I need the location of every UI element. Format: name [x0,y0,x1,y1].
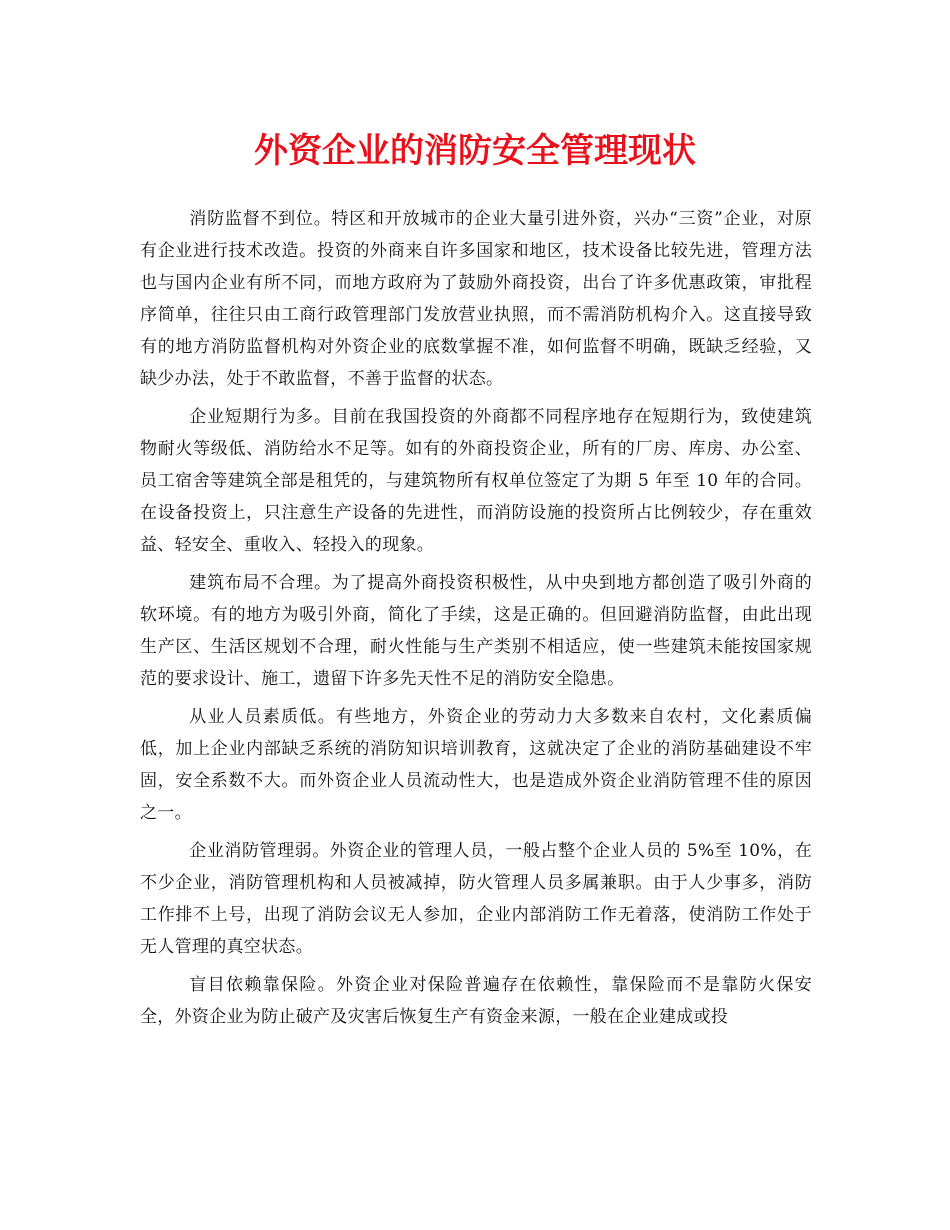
document-body [140,203,812,1039]
paragraph: 建筑布局不合理。为了提高外商投资积极性，从中央到地方都创造了吸引外商的软环境。有的地方为吸引外商，简化了手续，这是正确的。但回避消防监督，由此出现生产区、生活区规划不合理，耐火性能与生产类别不相适应，使一些建筑未能按国家规范的要求设计、施工，遗留下许多先天性不足的消防安全隐患。 [140,573,812,689]
paragraph: 企业消防管理弱。外资企业的管理人员，一般占整个企业人员的 5%至 10%，在不少企业，消防管理机构和人员被减掉，防火管理人员多属兼职。由于人少事多，消防工作排不上号，出现了消防会议无人参加，企业内部消防工作无着落，使消防工作处于无人管理的真空状态。 [140,841,812,957]
paragraph: 盲目依赖靠保险。外资企业对保险普遍存在依赖性，靠保险而不是靠防火保安全，外资企业为防止破产及灾害后恢复生产有资金来源，一般在企业建成或投 [140,975,812,1027]
paragraph: 企业短期行为多。目前在我国投资的外商都不同程序地存在短期行为，致使建筑物耐火等级低、消防给水不足等。如有的外商投资企业，所有的厂房、库房、办公室、员工宿舍等建筑全部是租凭的，与建筑物所有权单位签定了为期 5 年至 10 年的合同。在设备投资上，只注意生产设备的先进性，而消防设施的投资所占比例较少，存在重效益、轻安全、重收入、轻投入的现象。 [140,407,812,555]
paragraph: 从业人员素质低。有些地方，外资企业的劳动力大多数来自农村，文化素质偏低，加上企业内部缺乏系统的消防知识培训教育，这就决定了企业的消防基础建设不牢固，安全系数不大。而外资企业人员流动性大，也是造成外资企业消防管理不佳的原因之一。 [140,707,812,823]
paragraph: 消防监督不到位。特区和开放城市的企业大量引进外资，兴办“三资”企业，对原有企业进行技术改造。投资的外商来自许多国家和地区，技术设备比较先进，管理方法也与国内企业有所不同，而地方政府为了鼓励外商投资，出台了许多优惠政策，审批程序简单，往往只由工商行政管理部门发放营业执照，而不需消防机构介入。这直接导致有的地方消防监督机构对外资企业的底数掌握不准，如何监督不明确，既缺乏经验，又缺少办法，处于不敢监督，不善于监督的状态。 [140,209,812,389]
document-title: 外资企业的消防安全管理现状 [254,131,696,171]
